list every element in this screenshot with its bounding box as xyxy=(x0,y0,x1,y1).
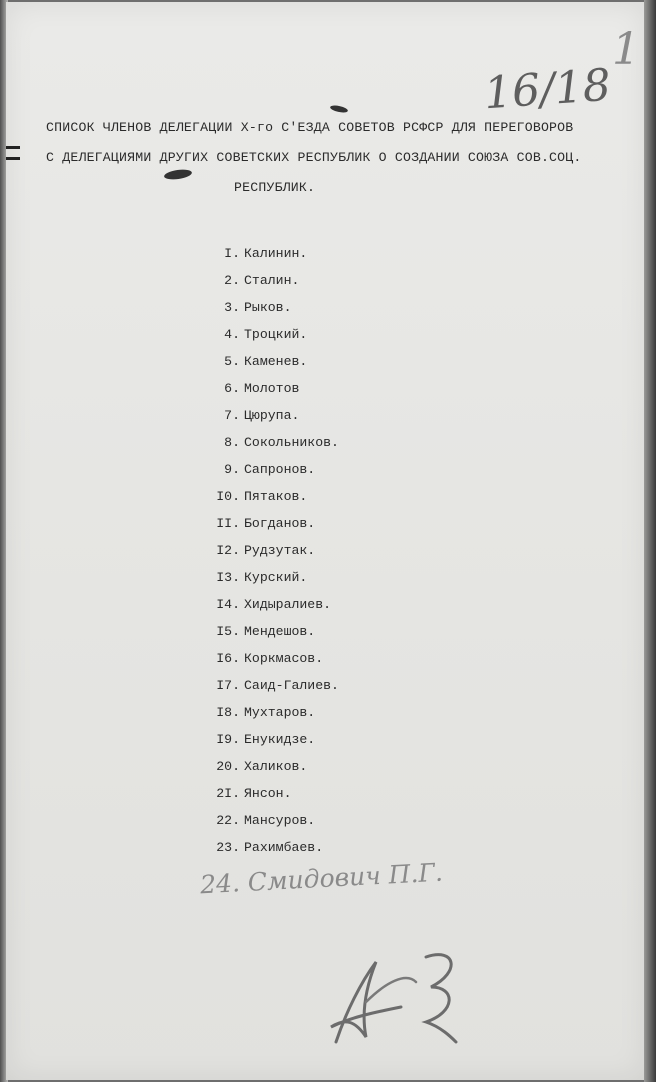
member-name: Хидыралиев. xyxy=(244,597,332,612)
signature xyxy=(306,942,476,1057)
member-list xyxy=(202,244,339,865)
member-number: 3. xyxy=(224,300,240,315)
list-item xyxy=(202,487,339,514)
member-number: I9. xyxy=(216,732,240,747)
member-number: I. xyxy=(224,246,240,261)
list-item xyxy=(202,757,339,784)
list-item xyxy=(202,703,339,730)
page-right-edge xyxy=(644,0,656,1082)
list-item xyxy=(202,622,339,649)
member-name: Молотов xyxy=(244,381,300,396)
member-number: 4. xyxy=(224,327,240,342)
member-number: I2. xyxy=(216,543,240,558)
member-number: 2I. xyxy=(216,786,240,801)
list-item xyxy=(202,676,339,703)
member-name: Сокольников. xyxy=(244,435,339,450)
list-item xyxy=(202,514,339,541)
member-number: 22. xyxy=(216,813,240,828)
ink-blot xyxy=(330,104,349,114)
member-name: Троцкий. xyxy=(244,327,308,342)
list-item xyxy=(202,730,339,757)
member-number: 8. xyxy=(224,435,240,450)
member-number: 20. xyxy=(216,759,240,774)
list-item xyxy=(202,352,339,379)
margin-mark xyxy=(6,146,20,149)
member-name: Рыков. xyxy=(244,300,292,315)
margin-mark xyxy=(6,157,20,160)
member-number: II. xyxy=(216,516,240,531)
title-line-3: РЕСПУБЛИК. xyxy=(234,180,316,195)
list-item xyxy=(202,244,339,271)
list-item xyxy=(202,379,339,406)
list-item xyxy=(202,271,339,298)
list-item xyxy=(202,595,339,622)
list-item xyxy=(202,784,339,811)
ink-blot xyxy=(164,168,193,181)
member-number: 23. xyxy=(216,840,240,855)
list-item xyxy=(202,406,339,433)
folio-corner-number: 1 xyxy=(612,24,640,75)
list-item xyxy=(202,325,339,352)
member-name: Халиков. xyxy=(244,759,308,774)
list-item xyxy=(202,460,339,487)
member-name: Мендешов. xyxy=(244,624,316,639)
list-item xyxy=(202,433,339,460)
member-name: Мансуров. xyxy=(244,813,316,828)
member-name: Каменев. xyxy=(244,354,308,369)
member-number: I7. xyxy=(216,678,240,693)
member-name: Янсон. xyxy=(244,786,292,801)
list-item xyxy=(202,811,339,838)
member-name: Коркмасов. xyxy=(244,651,324,666)
member-number: I0. xyxy=(216,489,240,504)
list-item xyxy=(202,838,339,865)
member-name: Рахимбаев. xyxy=(244,840,324,855)
folio-number: 16/18 xyxy=(482,59,613,120)
member-name: Сапронов. xyxy=(244,462,316,477)
list-item xyxy=(202,568,339,595)
member-name: Курский. xyxy=(244,570,308,585)
member-number: 6. xyxy=(224,381,240,396)
member-name: Пятаков. xyxy=(244,489,308,504)
title-line-1: СПИСОК ЧЛЕНОВ ДЕЛЕГАЦИИ Х-го С'ЕЗДА СОВЕТОВ РСФСР ДЛЯ ПЕРЕГОВОРОВ xyxy=(46,120,574,135)
member-name: Цюрупа. xyxy=(244,408,300,423)
member-name: Калинин. xyxy=(244,246,308,261)
member-number: I5. xyxy=(216,624,240,639)
list-item xyxy=(202,298,339,325)
member-name: Мухтаров. xyxy=(244,705,316,720)
member-name: Сталин. xyxy=(244,273,300,288)
member-name: Енукидзе. xyxy=(244,732,316,747)
title-line-2: С ДЕЛЕГАЦИЯМИ ДРУГИХ СОВЕТСКИХ РЕСПУБЛИК О СОЗДАНИИ СОЮЗА СОВ.СОЦ. xyxy=(46,150,582,165)
member-number: 5. xyxy=(224,354,240,369)
member-number: I3. xyxy=(216,570,240,585)
handwritten-addition: 24. Смидович П.Г. xyxy=(199,857,444,900)
member-number: 2. xyxy=(224,273,240,288)
member-name: Саид-Галиев. xyxy=(244,678,339,693)
list-item xyxy=(202,649,339,676)
member-name: Рудзутак. xyxy=(244,543,316,558)
member-number: 7. xyxy=(224,408,240,423)
member-number: I4. xyxy=(216,597,240,612)
member-name: Богданов. xyxy=(244,516,316,531)
member-number: 9. xyxy=(224,462,240,477)
document-page xyxy=(6,2,646,1080)
member-number: I8. xyxy=(216,705,240,720)
list-item xyxy=(202,541,339,568)
member-number: I6. xyxy=(216,651,240,666)
